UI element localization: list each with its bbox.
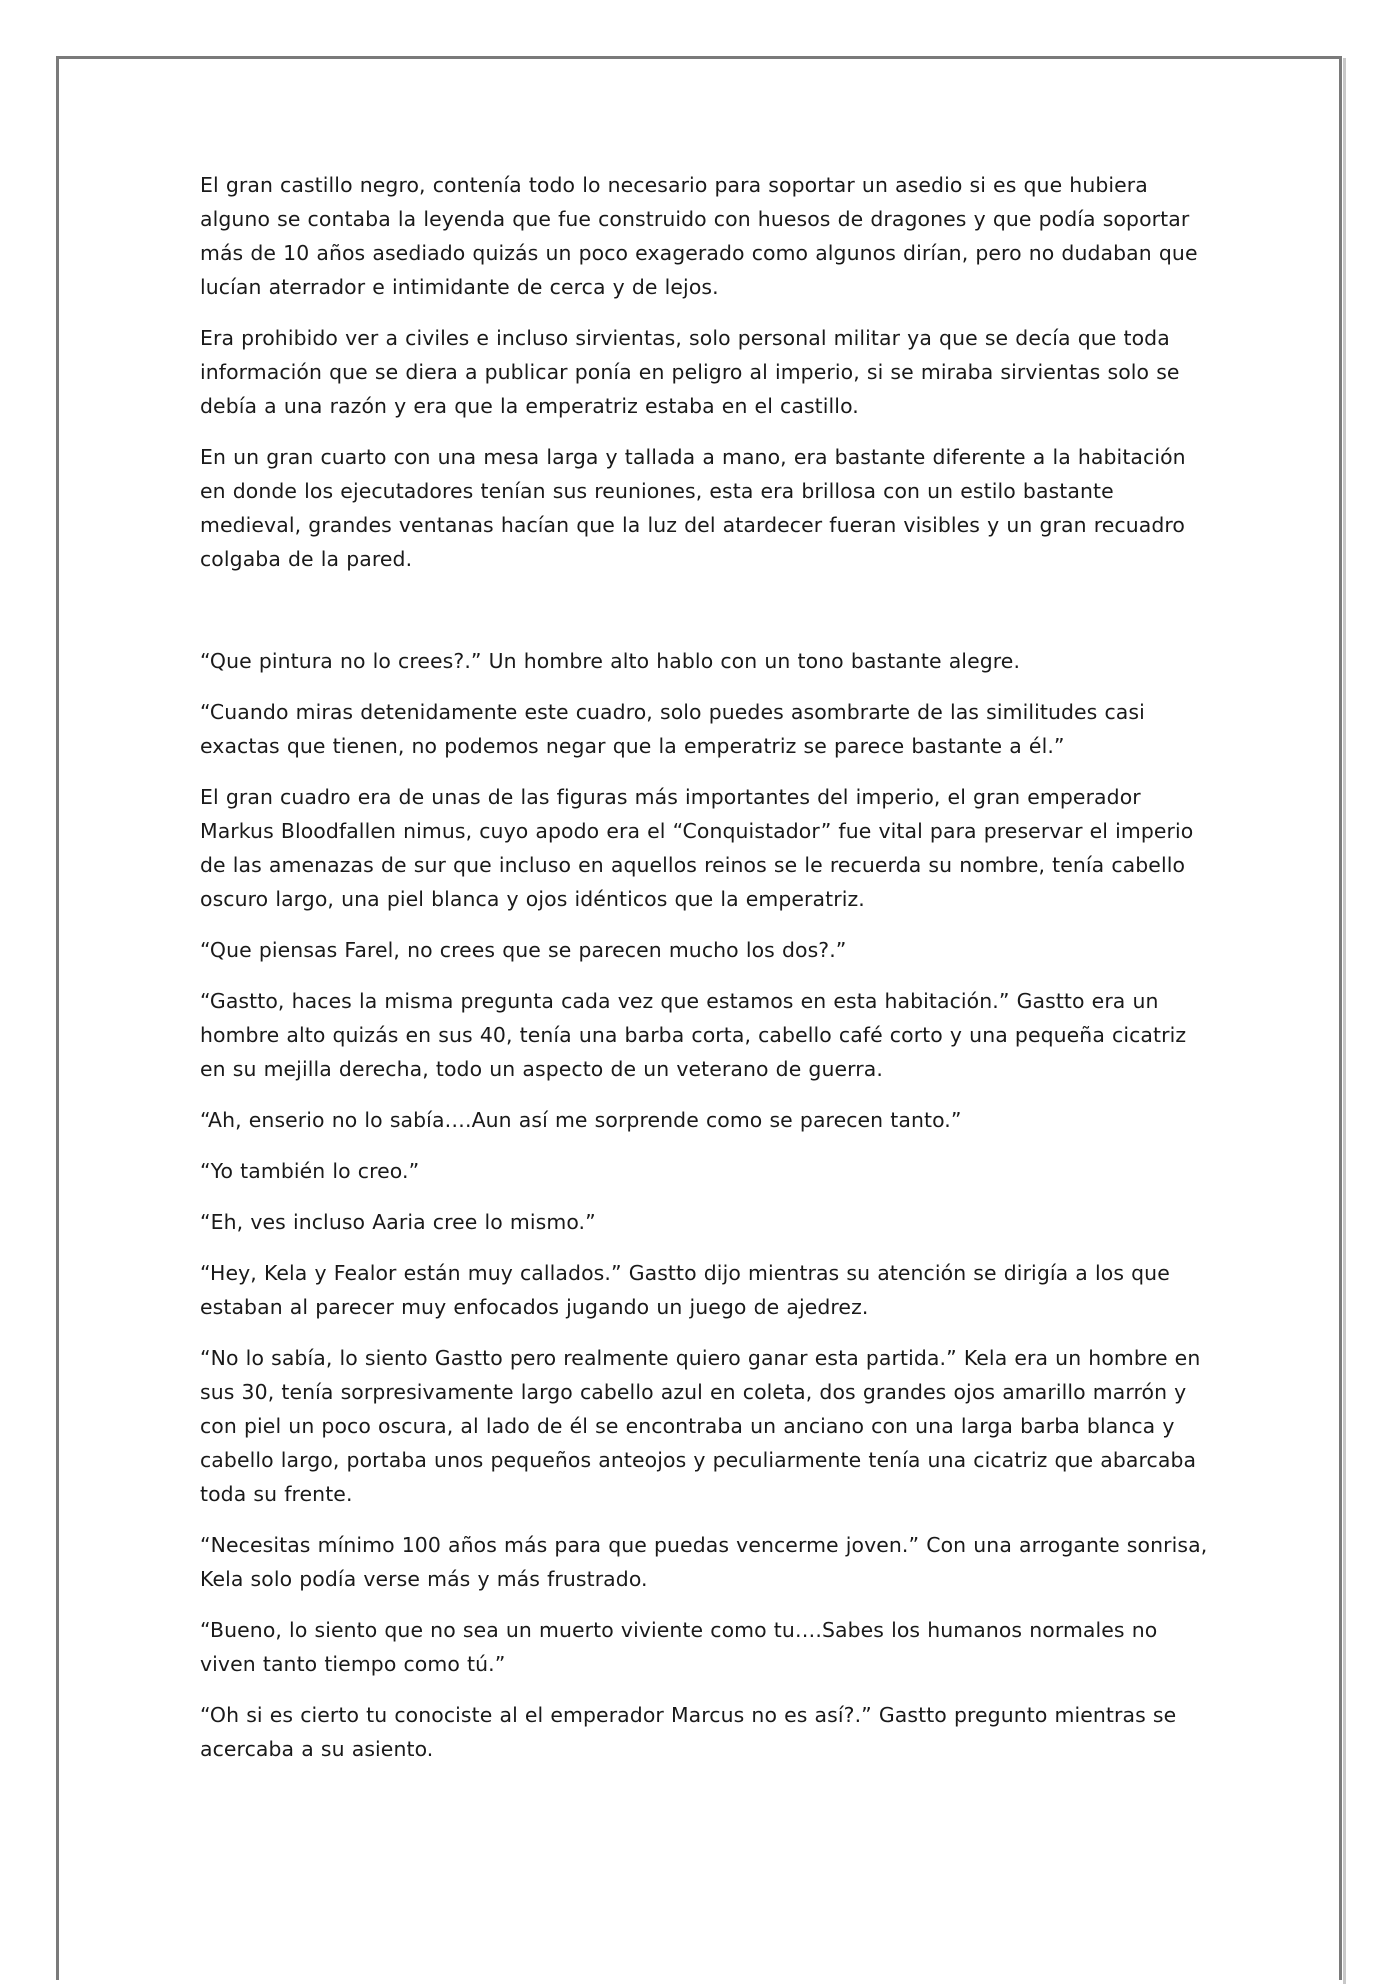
paragraph: “Gastto, haces la misma pregunta cada vez que estamos en esta habitación.” Gastto era un hombre alto quizás en sus 40, tenía una barba corta, cabello café corto y una pequeña cicatriz en su mejilla derecha, todo un aspecto de un veterano de guerra. [200,989,1187,1081]
paragraph: “Oh si es cierto tu conociste al el emperador Marcus no es así?.” Gastto pregunto mientras se acercaba a su asiento. [200,1703,1177,1761]
paragraph: “Yo también lo creo.” [200,1159,420,1183]
document-body [200,168,1210,1783]
paragraph: “Cuando miras detenidamente este cuadro, solo puedes asombrarte de las similitudes casi exactas que tienen, no podemos negar que la emperatriz se parece bastante a él.” [200,700,1145,758]
paragraph: El gran castillo negro, contenía todo lo necesario para soportar un asedio si es que hubiera alguno se contaba la leyenda que fue construido con huesos de dragones y que podía soportar más de 10 años asediado quizás un poco exagerado como algunos dirían, pero no dudaban que lucían aterrador e intimidante de cerca y de lejos. [200,173,1198,299]
paragraph: “Que pintura no lo crees?.” Un hombre alto hablo con un tono bastante alegre. [200,649,1021,673]
paragraph: Era prohibido ver a civiles e incluso sirvientas, solo personal militar ya que se decía que toda información que se diera a publicar ponía en peligro al imperio, si se miraba sirvientas solo se debía a una razón y era que la emperatriz estaba en el castillo. [200,326,1180,418]
paragraph: “Eh, ves incluso Aaria cree lo mismo.” [200,1210,596,1234]
paragraph: “No lo sabía, lo siento Gastto pero realmente quiero ganar esta partida.” Kela era un hombre en sus 30, tenía sorpresivamente largo cabello azul en coleta, dos grandes ojos amarillo marrón y con piel un poco oscura, al lado de él se encontraba un anciano con una larga barba blanca y cabello largo, portaba unos pequeños anteojos y peculiarmente tenía una cicatriz que abarcaba toda su frente. [200,1346,1201,1506]
paragraph: “Que piensas Farel, no crees que se parecen mucho los dos?.” [200,938,847,962]
paragraph: El gran cuadro era de unas de las figuras más importantes del imperio, el gran emperador Markus Bloodfallen nimus, cuyo apodo era el “Conquistador” fue vital para preservar el imperio de las amenazas de sur que incluso en aquellos reinos se le recuerda su nombre, tenía cabello oscuro largo, una piel blanca y ojos idénticos que la emperatriz. [200,785,1194,911]
paragraph: “Hey, Kela y Fealor están muy callados.” Gastto dijo mientras su atención se dirigía a los que estaban al parecer muy enfocados jugando un juego de ajedrez. [200,1261,1170,1319]
paragraph: “Bueno, lo siento que no sea un muerto viviente como tu….Sabes los humanos normales no viven tanto tiempo como tú.” [200,1618,1158,1676]
paragraph: “Ah, enserio no lo sabía….Aun así me sorprende como se parecen tanto.” [200,1108,962,1132]
paragraph: En un gran cuarto con una mesa larga y tallada a mano, era bastante diferente a la habitación en donde los ejecutadores tenían sus reuniones, esta era brillosa con un estilo bastante medieval, grandes ventanas hacían que la luz del atardecer fueran visibles y un gran recuadro colgaba de la pared. [200,445,1186,571]
paragraph: “Necesitas mínimo 100 años más para que puedas vencerme joven.” Con una arrogante sonrisa, Kela solo podía verse más y más frustrado. [200,1533,1208,1591]
